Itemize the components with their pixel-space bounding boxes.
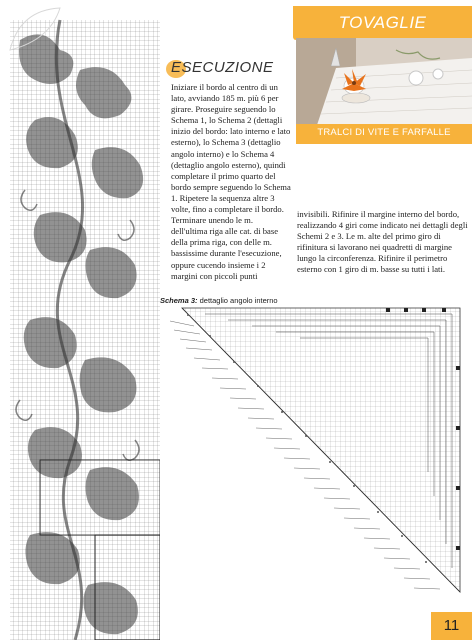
- tablecloth-photo: [296, 38, 472, 128]
- diagram-caption: [160, 296, 278, 305]
- diagram-caption-label: Schema 3:: [160, 296, 198, 305]
- inner-corner-crochet-diagram: [160, 306, 465, 596]
- section-title: ESECUZIONE: [171, 59, 274, 76]
- diagram-caption-text: dettaglio angolo interno: [197, 296, 278, 305]
- project-subtitle-banner: [296, 124, 472, 144]
- instructions-column-1: Iniziare il bordo al centro di un lato, avviando 185 m. più 6 per girare. Proseguire seguendo lo Schema 1, lo Schema 2 (dettagli inizio del bordo: lato interno e lato esterno), lo Schema 3 (dettaglio angolo interno) e lo Schema 4 (dettaglio angolo esterno), quindi completare il primo quarto del bordo sempre seguendo lo Schema 1. Ripetere la sequenza altre 3 volte, fino a completare il bordo. Terminare unendo le m. dell'ultima riga alle cat. di base della prima riga, con delle m. bassissime durante l'esecuzione, oppure cucendo insieme i 2 margini con piccoli punti: [171, 82, 291, 281]
- project-subtitle: TRALCI DI VITE E FARFALLE: [317, 127, 451, 138]
- vine-border-crochet-chart: [0, 0, 160, 640]
- instructions-column-2: invisibili. Rifinire il margine interno del bordo, realizzando 4 giri come indicato nei dettagli degli Schemi 2 e 3. Le m. alte del primo giro di rifinitura si lavorano nei quadretti di margine lungo la circonferenza. Rifinire il perimetro esterno con 1 giro di m. basse su tutti i lati.: [297, 209, 468, 275]
- category-title: TOVAGLIE: [338, 13, 427, 32]
- leaf-watermark-icon: [0, 0, 80, 60]
- page-number: 11: [443, 617, 460, 634]
- section-heading: [166, 58, 286, 80]
- category-header: [293, 6, 472, 40]
- page-number-box: [431, 612, 472, 640]
